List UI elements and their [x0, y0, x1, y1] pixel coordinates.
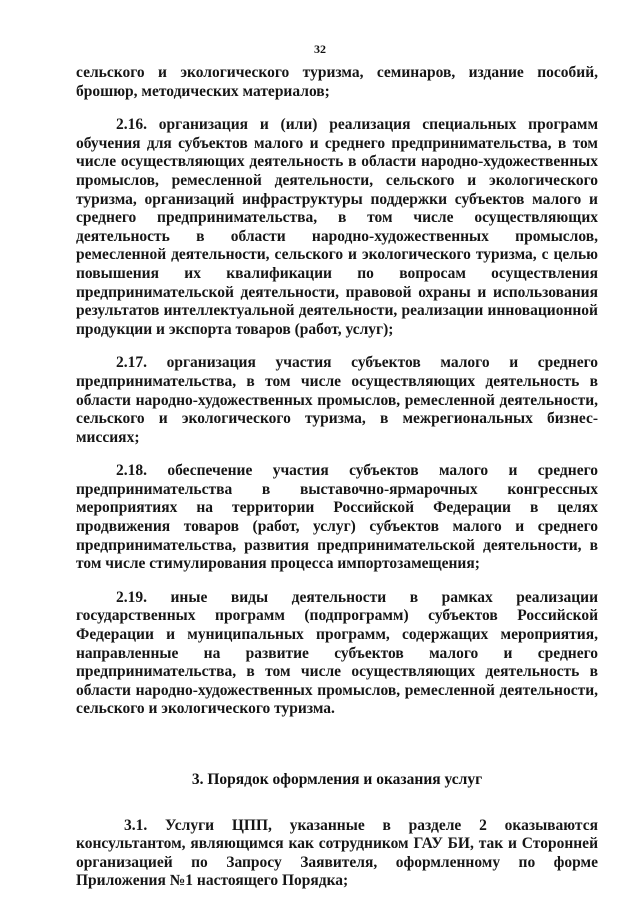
- paragraph-2-16: 2.16. организация и (или) реализация специальных программ обучения для субъектов малого и среднего предпринимательства, в том числе осуществляющих деятельность в области народно-художественных промыслов, ремесленной деятельности, сельского и экологического туризма, организаций инфраструктуры поддержки субъектов малого и среднего предпринимательства, в том числе осуществляющих деятельность в области народно-художественных промыслов, ремесленной деятельности, сельского и экологического туризма, с целью повышения их квалификации по вопросам осуществления предпринимательской деятельности, правовой охраны и использования результатов интеллектуальной деятельности, реализации инновационной продукции и экспорта товаров (работ, услуг);: [76, 116, 598, 338]
- paragraph-continuation: сельского и экологического туризма, семинаров, издание пособий, брошюр, методических материалов;: [76, 64, 598, 100]
- paragraph-2-18: 2.18. обеспечение участия субъектов малого и среднего предпринимательства в выставочно-ярмарочных конгрессных мероприятиях на территории Российской Федерации в целях продвижения товаров (работ, услуг) субъектов малого и среднего предпринимательства, развития предпринимательской деятельности, в том числе стимулирования процесса импортозамещения;: [76, 462, 598, 573]
- section-heading: 3. Порядок оформления и оказания услуг: [191, 771, 483, 788]
- paragraph-2-19: 2.19. иные виды деятельности в рамках реализации государственных программ (подпрограмм) субъектов Российской Федерации и муниципальных программ, содержащих мероприятия, направленные на развитие субъектов малого и среднего предпринимательства, в том числе осуществляющих деятельность в области народно-художественных промыслов, ремесленной деятельности, сельского и экологического туризма.: [76, 588, 598, 718]
- page-number: 32: [314, 42, 326, 56]
- paragraph-2-17: 2.17. организация участия субъектов малого и среднего предпринимательства, в том числе осуществляющих деятельность в области народно-художественных промыслов, ремесленной деятельности, сельского и экологического туризма, в межрегиональных бизнес-миссиях;: [76, 354, 598, 446]
- document-body: [76, 64, 598, 891]
- paragraph-3-1: 3.1. Услуги ЦПП, указанные в разделе 2 оказываются консультантом, являющимся как сотрудником ГАУ БИ, так и Сторонней организацией по Запросу Заявителя, оформленному по форме Приложения №1 настоящего Порядка;: [76, 816, 598, 890]
